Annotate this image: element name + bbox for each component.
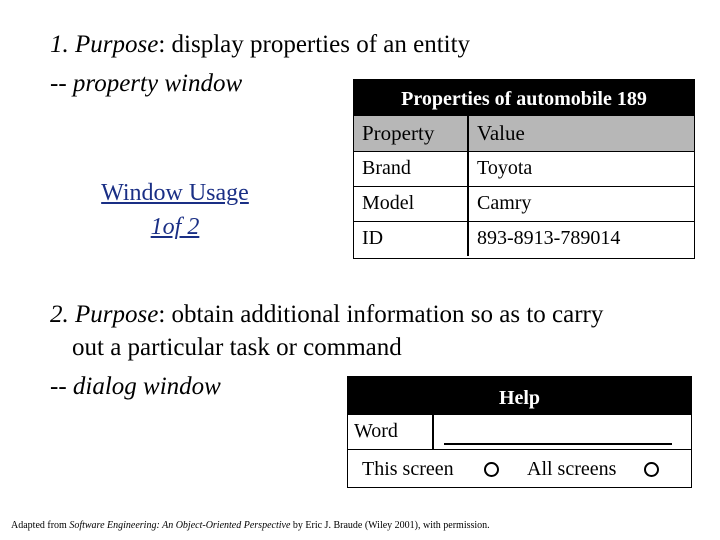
attribution-suffix: by Eric J. Braude (Wiley 2001), with permission.: [290, 520, 490, 531]
property-window: [353, 79, 695, 259]
radio-this-screen[interactable]: [484, 462, 499, 477]
window-usage-link[interactable]: [60, 176, 290, 244]
section2-line2: out a particular task or command: [72, 334, 402, 361]
section1-kind-line: [50, 70, 242, 98]
radio-all-screens[interactable]: [644, 462, 659, 477]
word-input[interactable]: [444, 421, 672, 445]
cell-value: 893-8913-789014: [468, 221, 694, 256]
column-header-value: Value: [468, 116, 694, 151]
attribution: [11, 520, 490, 531]
dialog-divider: [348, 449, 691, 450]
attribution-prefix: Adapted from: [11, 520, 70, 531]
section2-line: [50, 301, 603, 329]
cell-property: Brand: [354, 151, 468, 186]
usage-line-1: Window Usage: [101, 180, 249, 206]
column-header-property: Property: [354, 116, 468, 151]
property-table-header: [354, 116, 694, 151]
section1-line: [50, 31, 470, 59]
word-label: Word: [354, 420, 398, 442]
table-row[interactable]: [354, 186, 694, 221]
section1-number: 1.: [50, 31, 69, 58]
table-row[interactable]: [354, 221, 694, 256]
section2-number: 2.: [50, 301, 69, 328]
section2-kind: dialog window: [72, 373, 221, 400]
section1-purpose-word: Purpose: [75, 31, 159, 58]
section2-purpose-word: Purpose: [75, 301, 159, 328]
field-divider: [432, 415, 434, 449]
option-label-this-screen: This screen: [362, 458, 454, 480]
section1-kind: property window: [72, 70, 243, 97]
cell-property: ID: [354, 221, 468, 256]
usage-line-2: 1of 2: [150, 214, 200, 240]
option-label-all-screens: All screens: [527, 458, 617, 480]
section2-dashes: --: [50, 373, 67, 400]
attribution-book: Software Engineering: An Object-Oriented Perspective: [69, 520, 291, 531]
section1-purpose-text: : display properties of an entity: [158, 31, 471, 58]
cell-value: Camry: [468, 186, 694, 221]
section2-kind-line: [50, 373, 221, 401]
section1-dashes: --: [50, 70, 67, 97]
cell-property: Model: [354, 186, 468, 221]
cell-value: Toyota: [468, 151, 694, 186]
property-table: [354, 116, 694, 256]
property-window-title: Properties of automobile 189: [354, 80, 694, 116]
help-dialog: [347, 376, 692, 488]
dialog-title: Help: [348, 377, 691, 415]
table-row[interactable]: [354, 151, 694, 186]
section2-purpose-text: : obtain additional information so as to carry: [158, 301, 604, 328]
